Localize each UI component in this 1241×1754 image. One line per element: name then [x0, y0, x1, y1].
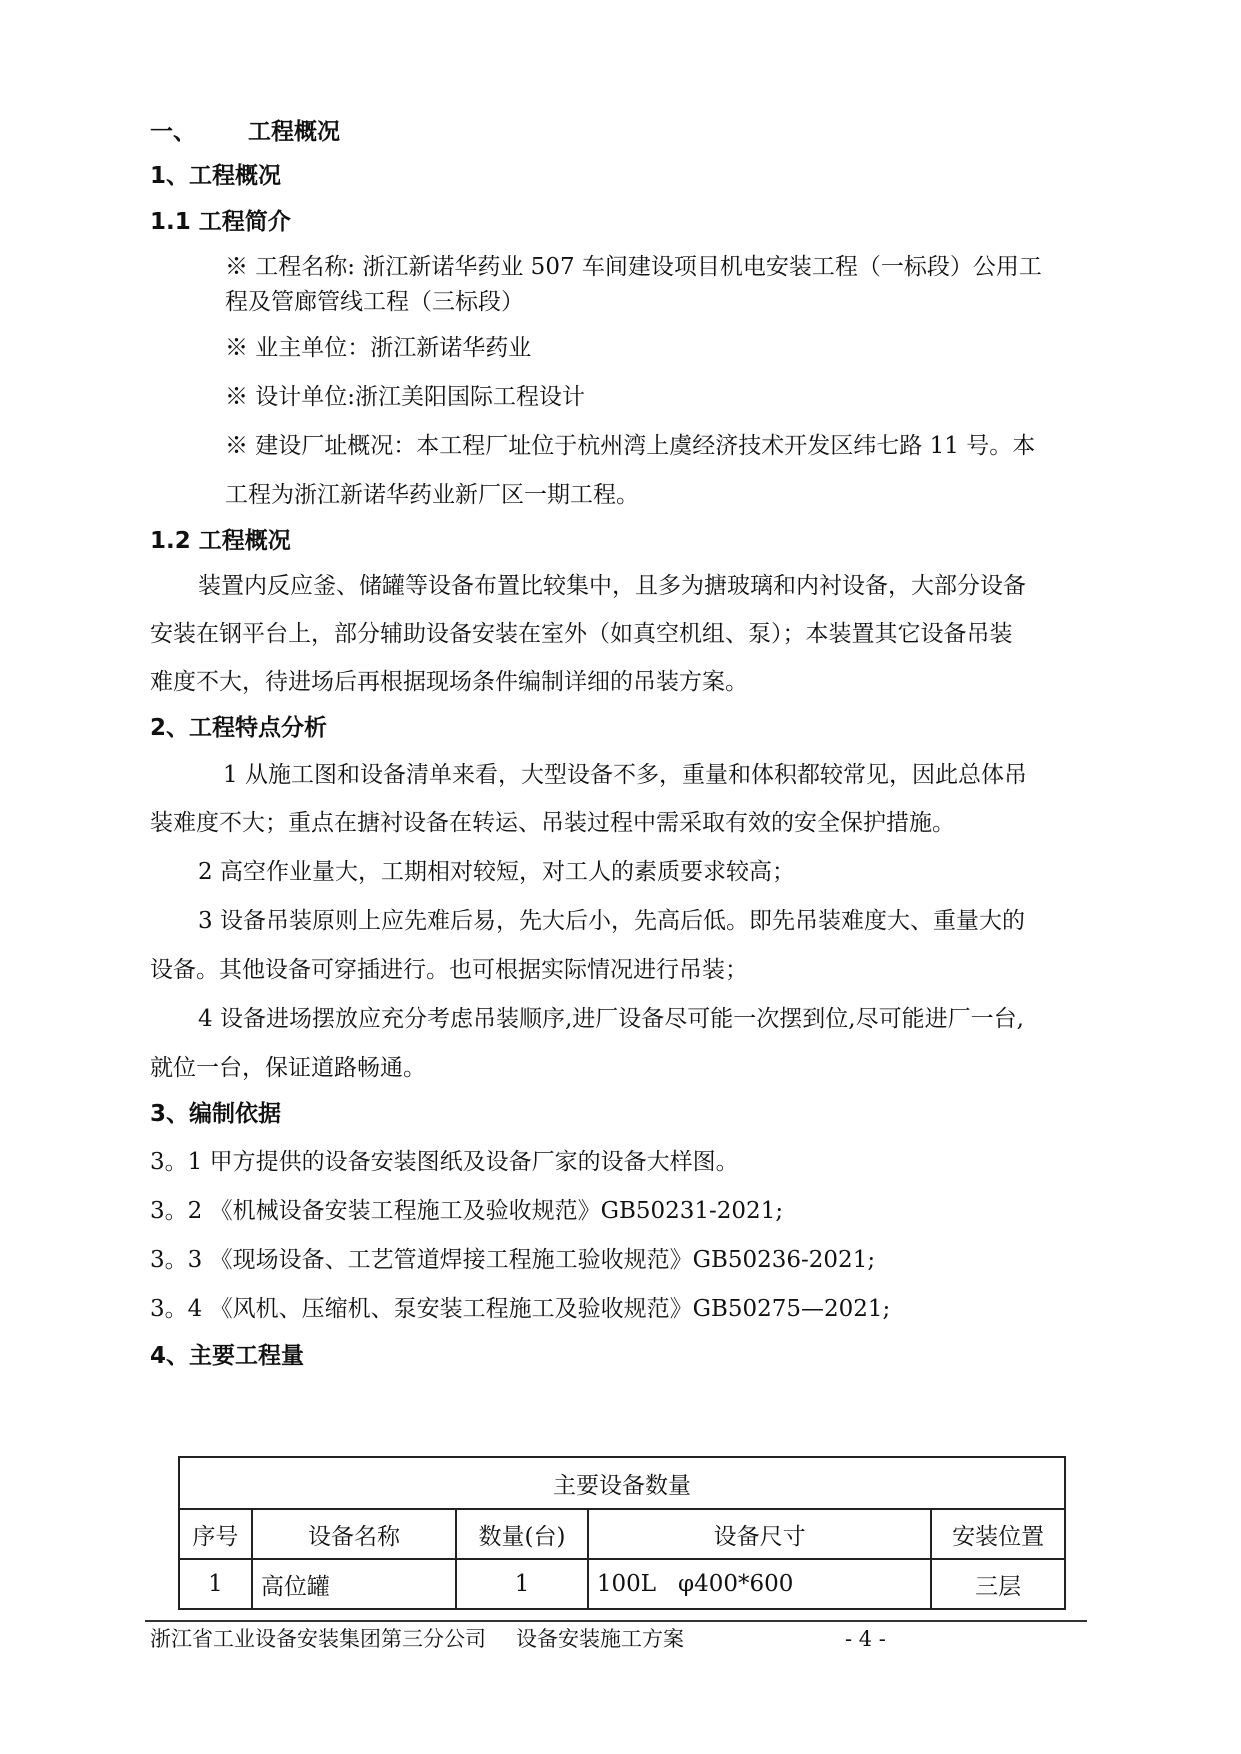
table-row [179, 1559, 1065, 1609]
page-number: - 4 - [845, 1627, 886, 1651]
heading-1: 1、工程概况 [150, 163, 282, 189]
feature-1-line-1: 1 从施工图和设备清单来看，大型设备不多，重量和体积都较常见，因此总体吊 [223, 762, 1027, 788]
feature-1-line-2: 装难度不大；重点在搪衬设备在转运、吊装过程中需采取有效的安全保护措施。 [150, 810, 955, 836]
footer-company: 浙江省工业设备安装集团第三分公司 [150, 1627, 486, 1651]
basis-item-4: 3。4 《风机、压缩机、泵安装工程施工及验收规范》GB50275—2021; [150, 1296, 891, 1322]
overview-line-2: 安装在钢平台上，部分辅助设备安装在室外（如真空机组、泵）；本装置其它设备吊装 [150, 621, 1013, 647]
table-caption: 主要设备数量 [179, 1457, 1065, 1509]
feature-4-line-1: 4 设备进场摆放应充分考虑吊装顺序,进厂设备尽可能一次摆到位,尽可能进厂一台, [198, 1006, 1024, 1032]
table-cell: 100L φ400*600 [588, 1559, 931, 1609]
table-cell: 1 [179, 1559, 252, 1609]
basis-item-3: 3。3 《现场设备、工艺管道焊接工程施工验收规范》GB50236-2021; [150, 1247, 876, 1273]
section-heading-1 [150, 117, 340, 147]
table-header-row [179, 1509, 1065, 1559]
owner-line: ※ 业主单位：浙江新诺华药业 [225, 335, 532, 361]
heading-1-2: 1.2 工程概况 [150, 528, 291, 554]
feature-2: 2 高空作业量大，工期相对较短，对工人的素质要求较高； [198, 859, 795, 885]
column-header: 数量(台) [456, 1509, 588, 1559]
column-header: 序号 [179, 1509, 252, 1559]
heading-1-1: 1.1 工程简介 [150, 209, 291, 235]
column-header: 设备名称 [252, 1509, 456, 1559]
column-header: 设备尺寸 [588, 1509, 931, 1559]
feature-3-line-2: 设备。其他设备可穿插进行。也可根据实际情况进行吊装； [150, 957, 748, 983]
heading-2: 2、工程特点分析 [150, 715, 328, 741]
overview-line-3: 难度不大，待进场后再根据现场条件编制详细的吊装方案。 [150, 669, 748, 695]
basis-item-2: 3。2 《机械设备安装工程施工及验收规范》GB50231-2021; [150, 1198, 784, 1224]
heading-4: 4、主要工程量 [150, 1343, 305, 1369]
site-line-1: ※ 建设厂址概况：本工程厂址位于杭州湾上虞经济技术开发区纬七路 11 号。本 [225, 433, 1036, 459]
site-line-2: 工程为浙江新诺华药业新厂区一期工程。 [225, 482, 639, 508]
footer-doc-title: 设备安装施工方案 [516, 1627, 684, 1651]
section-title: 工程概况 [248, 119, 340, 145]
column-header: 安装位置 [931, 1509, 1065, 1559]
table-cell: 高位罐 [252, 1559, 456, 1609]
section-number: 一、 [150, 119, 196, 145]
heading-3: 3、编制依据 [150, 1101, 282, 1127]
table-cell: 1 [456, 1559, 588, 1609]
feature-4-line-2: 就位一台，保证道路畅通。 [150, 1055, 426, 1081]
table-cell: 三层 [931, 1559, 1065, 1609]
basis-item-1: 3。1 甲方提供的设备安装图纸及设备厂家的设备大样图。 [150, 1149, 739, 1175]
project-name-line-2: 程及管廊管线工程（三标段） [225, 289, 524, 315]
equipment-table [178, 1456, 1066, 1610]
footer-divider [145, 1620, 1087, 1622]
project-name-line-1: ※ 工程名称: 浙江新诺华药业 507 车间建设项目机电安装工程（一标段）公用工 [225, 254, 1042, 280]
overview-line-1: 装置内反应釜、储罐等设备布置比较集中，且多为搪玻璃和内衬设备，大部分设备 [198, 573, 1026, 599]
designer-line: ※ 设计单位:浙江美阳国际工程设计 [225, 384, 586, 410]
feature-3-line-1: 3 设备吊装原则上应先难后易，先大后小，先高后低。即先吊装难度大、重量大的 [198, 908, 1025, 934]
